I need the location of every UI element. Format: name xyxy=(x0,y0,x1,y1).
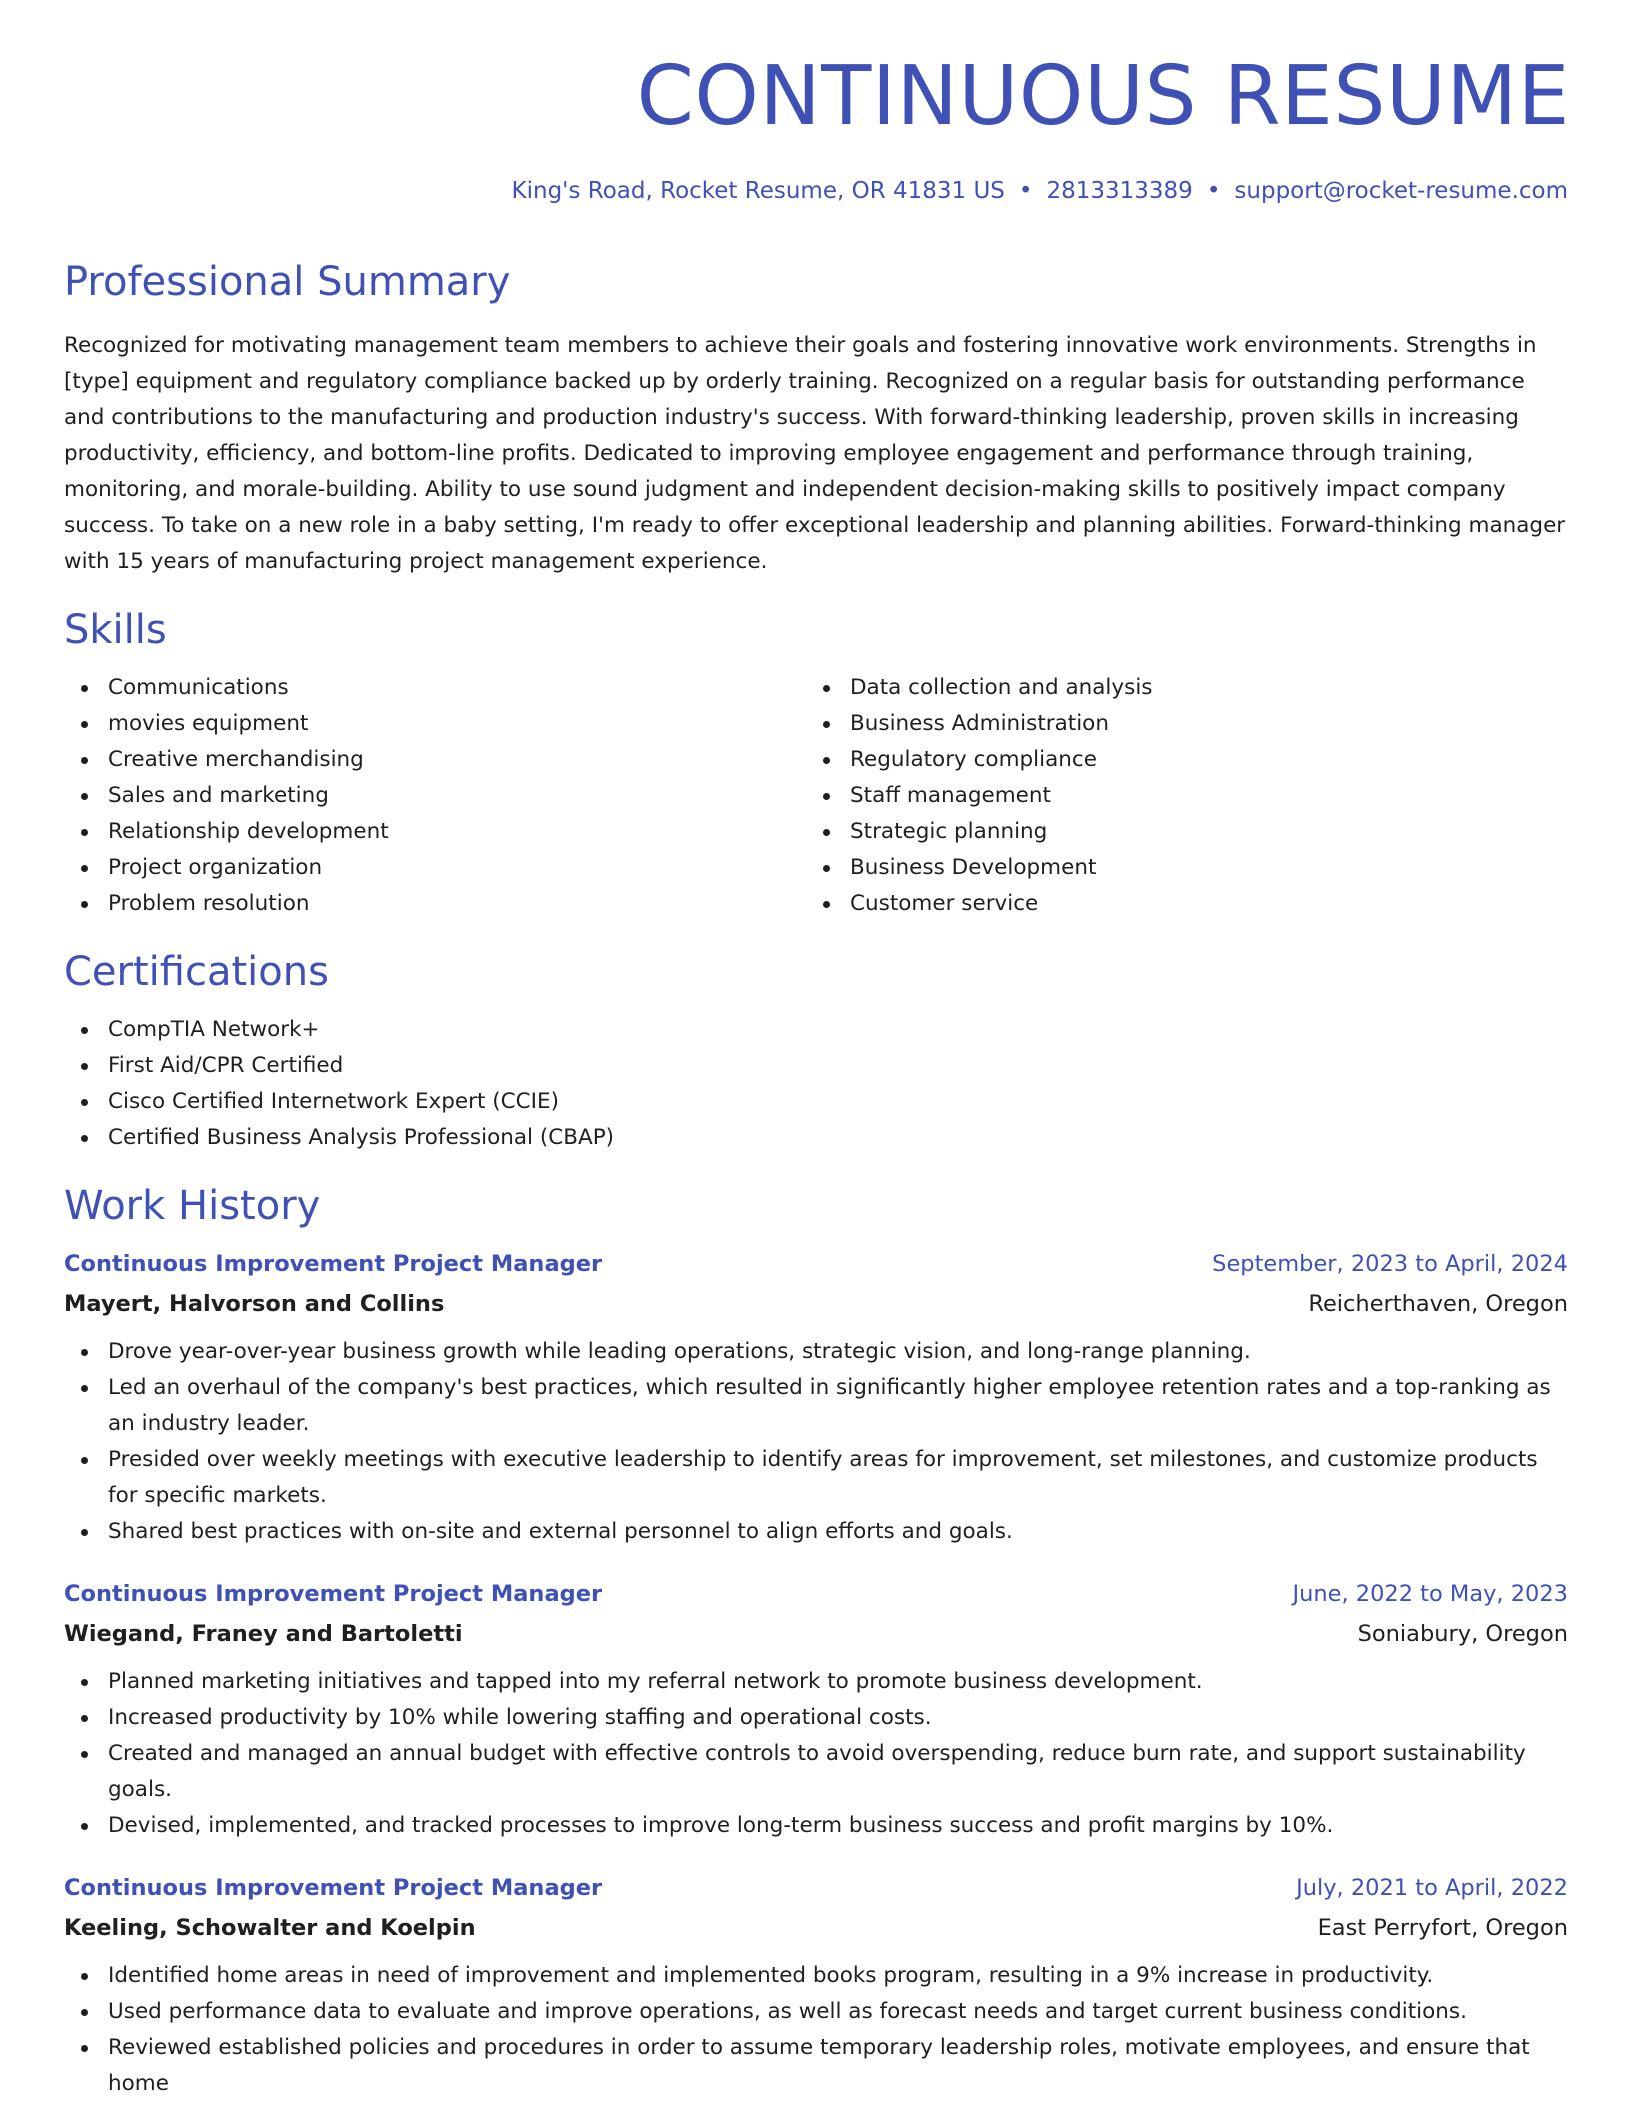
work-history-section xyxy=(64,1182,1568,2102)
contact-address: King's Road, Rocket Resume, OR 41831 US xyxy=(511,178,1005,205)
job-company: Keeling, Schowalter and Koelpin xyxy=(64,1914,476,1941)
job-subheader xyxy=(64,1286,1568,1322)
job-header xyxy=(64,1246,1568,1282)
job-header xyxy=(64,1576,1568,1612)
skills-list-left xyxy=(64,670,806,922)
skill-item: Relationship development xyxy=(64,814,806,850)
certification-item: Cisco Certified Internetwork Expert (CCIE) xyxy=(64,1084,1568,1120)
job-bullet: Identified home areas in need of improvement and implemented books program, resulting in a 9% increase in productivity. xyxy=(64,1958,1568,1994)
skill-item: Sales and marketing xyxy=(64,778,806,814)
skill-item: Regulatory compliance xyxy=(806,742,1548,778)
skills-columns xyxy=(64,670,1568,922)
job-subheader xyxy=(64,1616,1568,1652)
job-location: East Perryfort, Oregon xyxy=(1317,1914,1568,1941)
contact-separator: • xyxy=(1018,178,1033,205)
job-dates: June, 2022 to May, 2023 xyxy=(1292,1580,1568,1607)
certification-item: CompTIA Network+ xyxy=(64,1012,1568,1048)
job-location: Soniabury, Oregon xyxy=(1357,1620,1568,1647)
certifications-list xyxy=(64,1012,1568,1156)
skill-item: Strategic planning xyxy=(806,814,1548,850)
job-bullets xyxy=(64,1958,1568,2102)
contact-line xyxy=(64,178,1568,206)
skill-item: Data collection and analysis xyxy=(806,670,1548,706)
job-title: Continuous Improvement Project Manager xyxy=(64,1874,603,1901)
job-header xyxy=(64,1870,1568,1906)
summary-heading: Professional Summary xyxy=(64,258,511,305)
skill-item: Business Administration xyxy=(806,706,1548,742)
skill-item: Business Development xyxy=(806,850,1548,886)
skill-item: Communications xyxy=(64,670,806,706)
job-bullet: Drove year-over-year business growth while leading operations, strategic vision, and long-range planning. xyxy=(64,1334,1568,1370)
job-bullet: Reviewed established policies and procedures in order to assume temporary leadership roles, motivate employees, and ensure that home xyxy=(64,2030,1568,2102)
job-bullet: Created and managed an annual budget with effective controls to avoid overspending, reduce burn rate, and support sustainability goals. xyxy=(64,1736,1568,1808)
skill-item: Project organization xyxy=(64,850,806,886)
summary-section xyxy=(64,258,1568,580)
skills-section xyxy=(64,606,1568,922)
contact-separator: • xyxy=(1206,178,1221,205)
job-bullet: Shared best practices with on-site and external personnel to align efforts and goals. xyxy=(64,1514,1568,1550)
job-dates: September, 2023 to April, 2024 xyxy=(1212,1250,1568,1277)
skills-heading: Skills xyxy=(64,606,167,653)
skill-item: Customer service xyxy=(806,886,1548,922)
skill-item: Staff management xyxy=(806,778,1548,814)
certifications-section xyxy=(64,948,1568,1156)
work-history-heading: Work History xyxy=(64,1182,321,1229)
contact-phone: 2813313389 xyxy=(1046,178,1193,205)
job-company: Mayert, Halvorson and Collins xyxy=(64,1290,445,1317)
job-title: Continuous Improvement Project Manager xyxy=(64,1580,603,1607)
job-company: Wiegand, Franey and Bartoletti xyxy=(64,1620,463,1647)
job-entry xyxy=(64,1870,1568,2102)
certifications-heading: Certifications xyxy=(64,948,329,995)
job-entry xyxy=(64,1576,1568,1844)
job-dates: July, 2021 to April, 2022 xyxy=(1296,1874,1568,1901)
job-entry xyxy=(64,1246,1568,1550)
contact-email: support@rocket-resume.com xyxy=(1234,178,1568,205)
job-subheader xyxy=(64,1910,1568,1946)
job-bullets xyxy=(64,1334,1568,1550)
job-location: Reicherthaven, Oregon xyxy=(1308,1290,1568,1317)
job-bullet: Devised, implemented, and tracked processes to improve long-term business success and profit margins by 10%. xyxy=(64,1808,1568,1844)
skill-item: Creative merchandising xyxy=(64,742,806,778)
job-bullet: Presided over weekly meetings with executive leadership to identify areas for improvement, set milestones, and customize products for specific markets. xyxy=(64,1442,1568,1514)
candidate-name: CONTINUOUS RESUME xyxy=(636,49,1570,144)
job-bullets xyxy=(64,1664,1568,1844)
certification-item: First Aid/CPR Certified xyxy=(64,1048,1568,1084)
skills-list-right xyxy=(806,670,1548,922)
job-title: Continuous Improvement Project Manager xyxy=(64,1250,603,1277)
resume-header xyxy=(64,49,1570,206)
skill-item: movies equipment xyxy=(64,706,806,742)
job-bullet: Led an overhaul of the company's best practices, which resulted in significantly higher employee retention rates and a top-ranking as an industry leader. xyxy=(64,1370,1568,1442)
certification-item: Certified Business Analysis Professional (CBAP) xyxy=(64,1120,1568,1156)
skill-item: Problem resolution xyxy=(64,886,806,922)
job-bullet: Used performance data to evaluate and improve operations, as well as forecast needs and target current business conditions. xyxy=(64,1994,1568,2030)
job-bullet: Increased productivity by 10% while lowering staffing and operational costs. xyxy=(64,1700,1568,1736)
job-bullet: Planned marketing initiatives and tapped into my referral network to promote business development. xyxy=(64,1664,1568,1700)
summary-text: Recognized for motivating management team members to achieve their goals and fostering innovative work environments. Strengths in [type] equipment and regulatory compliance backed up by orderly training. Recognized on a regular basis for outstanding performance and contributions to the manufacturing and production industry's success. With forward-thinking leadership, proven skills in increasing productivity, efficiency, and bottom-line profits. Dedicated to improving employee engagement and performance through training, monitoring, and morale-building. Ability to use sound judgment and independent decision-making skills to positively impact company success. To take on a new role in a baby setting, I'm ready to offer exceptional leadership and planning abilities. Forward-thinking manager with 15 years of manufacturing project management experience. xyxy=(64,332,1566,574)
